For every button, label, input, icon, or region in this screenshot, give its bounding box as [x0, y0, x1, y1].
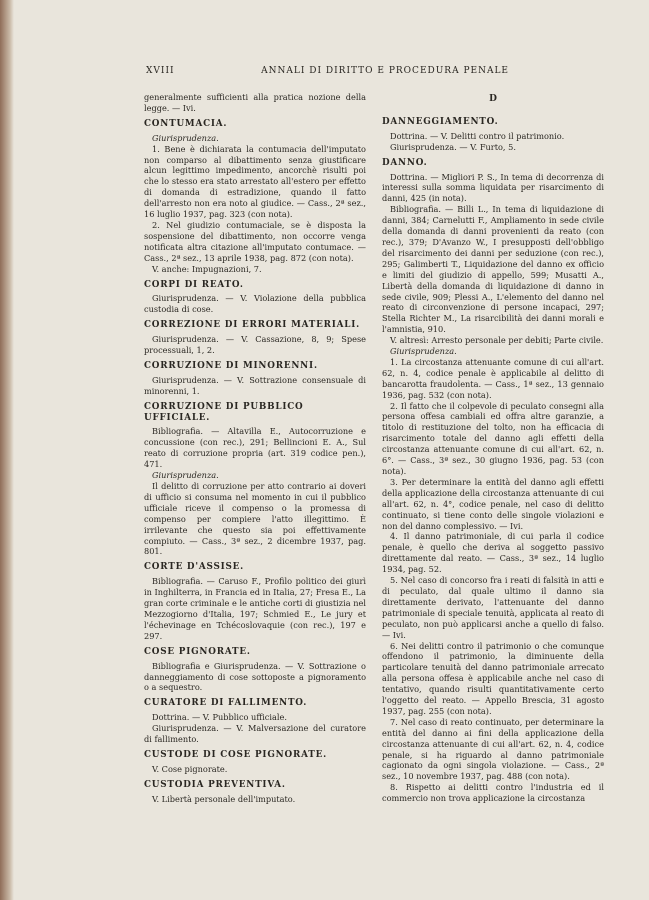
- entry-paragraph: Giurisprudenza. — V. Furto, 5.: [390, 141, 516, 152]
- subsection-label: Giurisprudenza.: [152, 470, 219, 481]
- entry-paragraph: Bibliografia e Giurisprudenza. — V. Sottrazione o danneggiamento di cose sottoposte a pignoramento o a sequestro.: [144, 660, 366, 693]
- entry-paragraph: Giurisprudenza. — V. Cassazione, 8, 9; Spese processuali, 1, 2.: [144, 334, 366, 356]
- section-heading: DANNEGGIAMENTO.: [382, 116, 499, 127]
- entry-paragraph: 2. Il fatto che il colpevole di peculato consegni alla persona offesa cambiali ed offra altre garanzie, a titolo di restituzione del tolto, non ha efficacia di risarcimento totale del danno agli effetti della circostanza attenuante comune di cui all'art. 62, n. 6°. — Cass., 3ª sez., 30 giugno 1936, pag. 53 (con nota).: [382, 400, 604, 476]
- entry-paragraph: Giurisprudenza. — V. Sottrazione consensuale di minorenni, 1.: [144, 374, 366, 396]
- entry-paragraph: Bibliografia. — Billi L., In tema di liquidazione di danni, 384; Carnelutti F., Ampliamento in sede civile della domanda di danni provenienti da reato (con rec.), 379; D'Avanzo W., I presupposti dell'obbligo del risarcimento dei danni per seduzione (con rec.), 295; Galimberti T., Liquidazione del danno ex officio e limiti del giudizio di appello, 599; Musatti A., Libertà della domanda di liquidazione di danno in sede civile, 909; Plessi A., L'elemento del danno nel reato di circonvenzione di persone incapaci, 297; Stella Richter M., La risarcibilità dei danni morali e l'amnistia, 910.: [382, 204, 604, 335]
- entry-paragraph: 3. Per determinare la entità del danno agli effetti della applicazione della circostanza attenuante di cui all'art. 62, n. 4°, codice penale, nel caso di delitto continuato, si tiene conto delle singole violazioni e non del danno complessivo. — Ivi.: [382, 476, 604, 531]
- subsection-label: Giurisprudenza.: [152, 132, 219, 143]
- letter-heading: D: [489, 94, 497, 104]
- entry-paragraph: Giurisprudenza. — V. Malversazione del curatore di fallimento.: [144, 723, 366, 745]
- section-heading: CORPI DI REATO.: [144, 279, 244, 290]
- page-number: XVIII: [146, 66, 175, 76]
- subsection-label: Giurisprudenza.: [390, 346, 457, 357]
- entry-paragraph: Bibliografia. — Altavilla E., Autocorruzione e concussione (con rec.), 291; Bellincioni E. A., Sul reato di corruzione propria (art. 319 codice pen.), 471.: [144, 426, 366, 470]
- section-heading: CUSTODIA PREVENTIVA.: [144, 779, 286, 790]
- entry-paragraph: V. Cose pignorate.: [152, 763, 228, 774]
- running-header: [146, 66, 509, 76]
- section-heading: CORREZIONE DI ERRORI MATERIALI.: [144, 320, 361, 331]
- entry-paragraph: 6. Nei delitti contro il patrimonio o che comunque offendono il patrimonio, la diminuente della particolare tenuità del danno patrimoniale arrecato alla persona offesa è applicabile anche nel caso di tentativo, quando risulti quantitativamente certo l'oggetto del reato. — Appello Brescia, 31 agosto 1937, pag. 255 (con nota).: [382, 640, 604, 716]
- entry-paragraph: V. altresì: Arresto personale per debiti; Parte civile.: [390, 335, 604, 346]
- entry-paragraph: 5. Nel caso di concorso fra i reati di falsità in atti e di peculato, dal quale ultimo il danno sia direttamente derivato, l'attenuante del danno patrimoniale di speciale tenuità, applicata al reato di peculato, non può applicarsi anche a quello di falso. — Ivi.: [382, 575, 604, 640]
- entry-paragraph: Dottrina. — V. Delitti contro il patrimonio.: [390, 130, 565, 141]
- section-heading: COSE PIGNORATE.: [144, 646, 251, 657]
- right-column: [382, 92, 604, 804]
- left-column: [144, 92, 366, 805]
- entry-paragraph: Giurisprudenza. — V. Violazione della pubblica custodia di cose.: [144, 293, 366, 315]
- entry-paragraph: Dottrina. — Migliori P. S., In tema di decorrenza di interessi sulla somma liquidata per risarcimento di danni, 425 (in nota).: [382, 171, 604, 204]
- entry-paragraph: 7. Nel caso di reato continuato, per determinare la entità del danno ai fini della applicazione della circostanza attenuante di cui all'art. 62, n. 4, codice penale, si ha riguardo al danno patrimoniale cagionato da ogni singola violazione. — Cass., 2ª sez., 10 novembre 1937, pag. 488 (con nota).: [382, 716, 604, 782]
- entry-paragraph: 4. Il danno patrimoniale, di cui parla il codice penale, è quello che deriva al soggetto passivo direttamente dal reato. — Cass., 3ª sez., 14 luglio 1934, pag. 52.: [382, 531, 604, 575]
- entry-paragraph: V. anche: Impugnazioni, 7.: [152, 263, 262, 274]
- section-heading: CORRUZIONE DI PUBBLICO UFFICIALE.: [144, 401, 304, 423]
- entry-paragraph: V. Libertà personale dell'imputato.: [152, 793, 296, 804]
- binding-shadow: [0, 0, 14, 900]
- running-title: ANNALI DI DIRITTO E PROCEDURA PENALE: [261, 66, 509, 76]
- entry-paragraph: Bibliografia. — Caruso F., Profilo politico dei giurì in Inghilterra, in Francia ed in Italia, 27; Fresa E., La gran corte criminale e le antiche corti di giustizia nel Mezzogiorno d'Italia, 197; Schmied E., Le jury et l'échevinage en Tchécoslovaquie (con rec.), 197 e 297.: [144, 576, 366, 641]
- section-heading: CONTUMACIA.: [144, 118, 228, 129]
- entry-paragraph: Il delitto di corruzione per atto contrario ai doveri di ufficio si consuma nel momento in cui il pubblico ufficiale riceve il compenso o la promessa di compenso per compiere l'atto illegittimo. È irrilevante che questo sia poi effettivamente compiuto. — Cass., 3ª sez., 2 dicembre 1937, pag. 801.: [144, 481, 366, 557]
- entry-paragraph: 1. La circostanza attenuante comune di cui all'art. 62, n. 4, codice penale è applicabile al delitto di bancarotta fraudolenta. — Cass., 1ª sez., 13 gennaio 1936, pag. 532 (con nota).: [382, 356, 604, 400]
- section-heading: CURATORE DI FALLIMENTO.: [144, 698, 308, 709]
- entry-paragraph: 8. Rispetto ai delitti contro l'industria ed il commercio non trova applicazione la circostanza: [382, 782, 604, 804]
- section-heading: CORTE D'ASSISE.: [144, 562, 245, 573]
- section-heading: DANNO.: [382, 157, 428, 168]
- entry-paragraph: Dottrina. — V. Pubblico ufficiale.: [152, 712, 287, 723]
- entry-paragraph: 2. Nel giudizio contumaciale, se è disposta la sospensione del dibattimento, non occorre venga notificata altra citazione all'imputato contumace. — Cass., 2ª sez., 13 aprile 1938, pag. 872 (con nota).: [144, 219, 366, 263]
- section-heading: CUSTODE DI COSE PIGNORATE.: [144, 749, 327, 760]
- continued-text: generalmente sufficienti alla pratica nozione della legge. — Ivi.: [144, 92, 366, 113]
- entry-paragraph: 1. Bene è dichiarata la contumacia dell'imputato non comparso al dibattimento senza giustificare alcun legittimo impedimento, ancorchè risulti poi che lo stesso era stato arrestato all'estero per effetto di domanda di estradizione, quando il fatto dell'arresto non era noto al giudice. — Cass., 2ª sez., 16 luglio 1937, pag. 323 (con nota).: [144, 143, 366, 220]
- section-heading: CORRUZIONE DI MINORENNI.: [144, 360, 318, 371]
